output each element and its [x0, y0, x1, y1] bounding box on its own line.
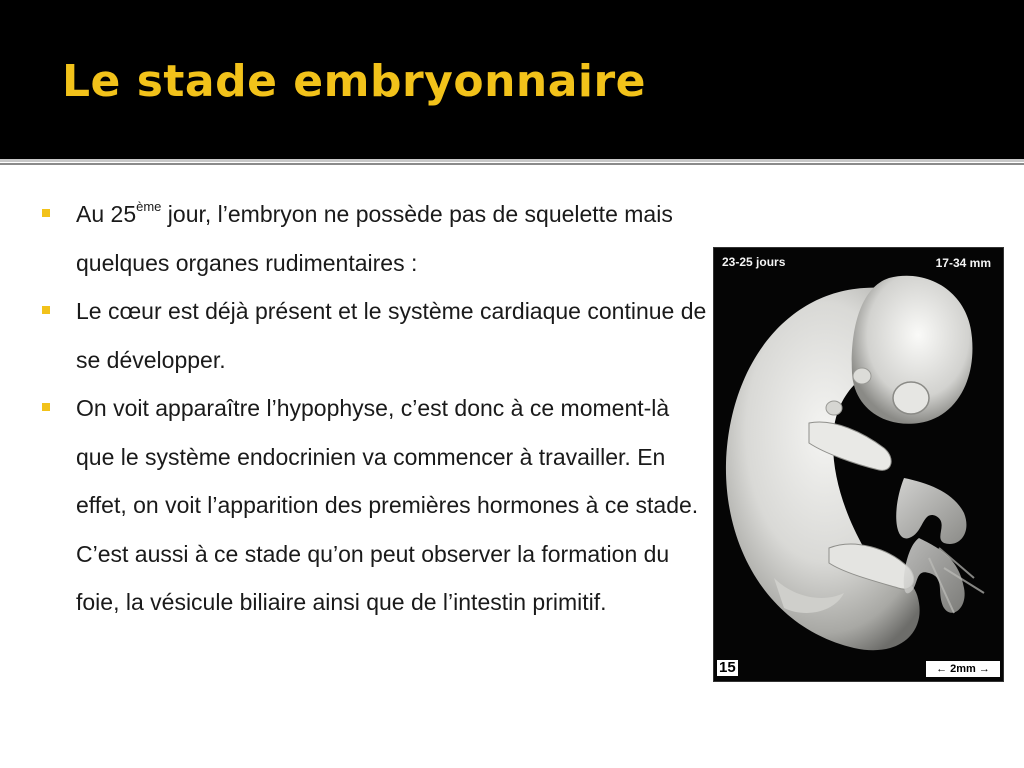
age-label: 23-25 jours — [722, 255, 786, 269]
title-separator-shadow — [0, 163, 1024, 165]
bullet-text: Le cœur est déjà présent et le système cardiaque continue de se développer. — [76, 298, 707, 373]
bullet-text: On voit apparaître l’hypophyse, c’est donc à ce moment-là que le système endocrinien va commencer à travailler. En effet, on voit l’apparition des premières hormones à ce stade. C’est aussi à ce stade qu’on peut observer la formation du foie, la vésicule biliaire ainsi que de l’intestin primitif. — [76, 395, 699, 615]
title-bar — [0, 0, 1024, 159]
figure-number: 15 — [719, 659, 736, 676]
bullet-text-rest: jour, l’embryon ne possède pas de squelette mais quelques organes rudimentaires : — [76, 201, 673, 276]
arrow-left-icon: ← — [936, 663, 951, 675]
embryo-photo — [713, 247, 1004, 682]
ordinal-superscript: ème — [136, 199, 162, 214]
bullet-list — [38, 190, 710, 627]
bullet-square-icon — [42, 403, 50, 411]
bullet-item — [38, 190, 710, 287]
bullet-text-start: Au 25 — [76, 201, 137, 227]
scale-bar — [926, 661, 1000, 677]
bullet-item — [38, 287, 710, 384]
arrow-right-icon: → — [975, 663, 990, 675]
scale-label: 2mm — [950, 663, 976, 675]
size-label: 17-34 mm — [935, 256, 991, 270]
embryo-illustration — [714, 248, 1004, 682]
bullet-square-icon — [42, 209, 50, 217]
slide-title: Le stade embryonnaire — [62, 56, 647, 107]
bullet-square-icon — [42, 306, 50, 314]
bullet-item — [38, 384, 710, 627]
title-separator — [0, 159, 1024, 162]
